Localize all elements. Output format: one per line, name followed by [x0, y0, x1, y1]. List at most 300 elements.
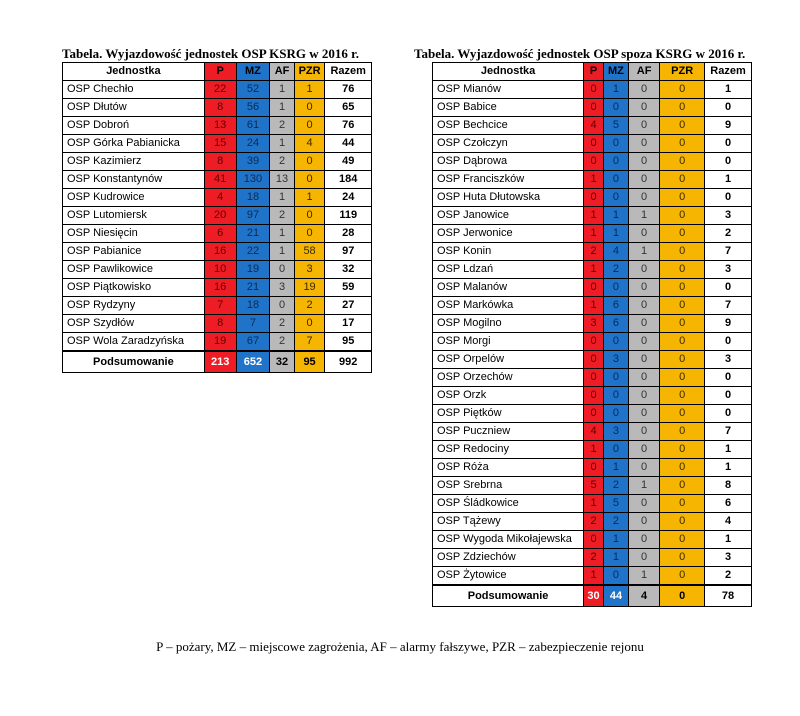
cell-pzr: 0 — [660, 153, 705, 171]
cell-razem: 1 — [705, 531, 752, 549]
cell-unit: OSP Konstantynów — [63, 171, 205, 189]
cell-p: 8 — [204, 315, 236, 333]
cell-razem: 1 — [705, 171, 752, 189]
right-table — [432, 62, 752, 607]
cell-unit: OSP Pabianice — [63, 243, 205, 261]
cell-unit: OSP Piętków — [433, 405, 584, 423]
cell-pzr: 19 — [294, 279, 325, 297]
cell-mz: 6 — [603, 315, 628, 333]
header-p: P — [204, 63, 236, 81]
left-table-title: Tabela. Wyjazdowość jednostek OSP KSRG w 2016 r. — [62, 46, 359, 61]
table-row — [433, 567, 752, 586]
cell-pzr: 0 — [660, 441, 705, 459]
cell-p: 41 — [204, 171, 236, 189]
cell-pzr: 0 — [660, 333, 705, 351]
table-row — [433, 441, 752, 459]
cell-razem: 27 — [325, 297, 372, 315]
cell-pzr: 0 — [660, 459, 705, 477]
cell-af: 0 — [628, 279, 659, 297]
cell-af: 1 — [270, 189, 294, 207]
cell-unit: OSP Tążewy — [433, 513, 584, 531]
cell-mz: 22 — [236, 243, 270, 261]
cell-af: 1 — [628, 567, 659, 586]
cell-unit: OSP Górka Pabianicka — [63, 135, 205, 153]
table-row — [63, 117, 372, 135]
cell-unit: OSP Orzk — [433, 387, 584, 405]
summary-unit: Podsumowanie — [433, 585, 584, 607]
cell-pzr: 0 — [660, 405, 705, 423]
cell-unit: OSP Konin — [433, 243, 584, 261]
cell-p: 20 — [204, 207, 236, 225]
cell-p: 1 — [584, 261, 604, 279]
cell-unit: OSP Zdziechów — [433, 549, 584, 567]
cell-mz: 52 — [236, 81, 270, 99]
cell-af: 0 — [628, 81, 659, 99]
cell-pzr: 0 — [660, 189, 705, 207]
table-row — [433, 387, 752, 405]
cell-unit: OSP Kazimierz — [63, 153, 205, 171]
cell-pzr: 0 — [660, 81, 705, 99]
cell-razem: 2 — [705, 225, 752, 243]
cell-af: 0 — [628, 369, 659, 387]
cell-p: 16 — [204, 279, 236, 297]
table-row — [63, 99, 372, 117]
cell-af: 0 — [628, 441, 659, 459]
header-unit: Jednostka — [63, 63, 205, 81]
cell-af: 0 — [628, 117, 659, 135]
cell-razem: 3 — [705, 207, 752, 225]
left-table — [62, 62, 372, 373]
cell-af: 2 — [270, 207, 294, 225]
cell-p: 10 — [204, 261, 236, 279]
cell-mz: 0 — [603, 189, 628, 207]
cell-p: 1 — [584, 171, 604, 189]
cell-razem: 1 — [705, 81, 752, 99]
summary-p: 30 — [584, 585, 604, 607]
cell-mz: 67 — [236, 333, 270, 352]
cell-p: 7 — [204, 297, 236, 315]
cell-p: 19 — [204, 333, 236, 352]
table-row — [433, 189, 752, 207]
cell-mz: 39 — [236, 153, 270, 171]
cell-p: 2 — [584, 549, 604, 567]
cell-razem: 4 — [705, 513, 752, 531]
cell-pzr: 1 — [294, 81, 325, 99]
cell-af: 0 — [628, 135, 659, 153]
table-row — [63, 297, 372, 315]
table-row — [433, 423, 752, 441]
table-row — [63, 261, 372, 279]
header-row — [433, 63, 752, 81]
cell-pzr: 3 — [294, 261, 325, 279]
cell-mz: 0 — [603, 405, 628, 423]
cell-p: 0 — [584, 81, 604, 99]
cell-unit: OSP Wola Zaradzyńska — [63, 333, 205, 352]
cell-pzr: 0 — [660, 315, 705, 333]
cell-af: 1 — [628, 243, 659, 261]
cell-razem: 3 — [705, 351, 752, 369]
cell-pzr: 0 — [660, 477, 705, 495]
cell-pzr: 0 — [294, 225, 325, 243]
table-row — [63, 81, 372, 99]
table-row — [63, 225, 372, 243]
cell-p: 0 — [584, 459, 604, 477]
table-row — [433, 495, 752, 513]
cell-unit: OSP Babice — [433, 99, 584, 117]
cell-af: 2 — [270, 315, 294, 333]
cell-razem: 0 — [705, 189, 752, 207]
cell-mz: 21 — [236, 225, 270, 243]
header-mz: MZ — [236, 63, 270, 81]
cell-unit: OSP Wygoda Mikołajewska — [433, 531, 584, 549]
cell-af: 2 — [270, 153, 294, 171]
cell-pzr: 0 — [660, 495, 705, 513]
cell-mz: 3 — [603, 423, 628, 441]
cell-unit: OSP Malanów — [433, 279, 584, 297]
table-row — [433, 207, 752, 225]
cell-af: 0 — [628, 387, 659, 405]
header-row — [63, 63, 372, 81]
cell-af: 13 — [270, 171, 294, 189]
cell-pzr: 4 — [294, 135, 325, 153]
cell-unit: OSP Żytowice — [433, 567, 584, 586]
cell-razem: 0 — [705, 369, 752, 387]
cell-mz: 19 — [236, 261, 270, 279]
cell-pzr: 0 — [294, 153, 325, 171]
cell-mz: 6 — [603, 297, 628, 315]
cell-p: 13 — [204, 117, 236, 135]
cell-mz: 3 — [603, 351, 628, 369]
cell-razem: 7 — [705, 243, 752, 261]
cell-mz: 0 — [603, 279, 628, 297]
cell-af: 1 — [270, 99, 294, 117]
cell-unit: OSP Śládkowice — [433, 495, 584, 513]
cell-mz: 5 — [603, 117, 628, 135]
cell-pzr: 0 — [660, 279, 705, 297]
cell-af: 0 — [628, 495, 659, 513]
cell-p: 4 — [584, 117, 604, 135]
cell-p: 0 — [584, 369, 604, 387]
cell-pzr: 0 — [294, 117, 325, 135]
table-row — [433, 459, 752, 477]
table-row — [63, 315, 372, 333]
cell-razem: 1 — [705, 459, 752, 477]
cell-mz: 2 — [603, 261, 628, 279]
table-row — [63, 243, 372, 261]
cell-p: 8 — [204, 99, 236, 117]
table-row — [63, 333, 372, 352]
cell-pzr: 0 — [660, 549, 705, 567]
cell-razem: 119 — [325, 207, 372, 225]
cell-p: 8 — [204, 153, 236, 171]
summary-razem: 992 — [325, 351, 372, 373]
cell-unit: OSP Chechło — [63, 81, 205, 99]
cell-pzr: 7 — [294, 333, 325, 352]
cell-razem: 7 — [705, 423, 752, 441]
header-razem: Razem — [705, 63, 752, 81]
cell-p: 0 — [584, 333, 604, 351]
cell-razem: 184 — [325, 171, 372, 189]
cell-p: 15 — [204, 135, 236, 153]
summary-af: 4 — [628, 585, 659, 607]
cell-af: 3 — [270, 279, 294, 297]
cell-razem: 0 — [705, 153, 752, 171]
cell-pzr: 0 — [660, 171, 705, 189]
cell-razem: 24 — [325, 189, 372, 207]
cell-unit: OSP Jerwonice — [433, 225, 584, 243]
summary-mz: 44 — [603, 585, 628, 607]
cell-af: 0 — [628, 297, 659, 315]
cell-unit: OSP Mianów — [433, 81, 584, 99]
table-row — [433, 81, 752, 99]
cell-p: 0 — [584, 387, 604, 405]
cell-p: 0 — [584, 135, 604, 153]
cell-unit: OSP Orzechów — [433, 369, 584, 387]
cell-af: 0 — [628, 261, 659, 279]
cell-pzr: 0 — [294, 315, 325, 333]
cell-unit: OSP Lutomiersk — [63, 207, 205, 225]
cell-pzr: 0 — [660, 99, 705, 117]
cell-razem: 3 — [705, 261, 752, 279]
summary-row — [63, 351, 372, 373]
cell-pzr: 0 — [660, 531, 705, 549]
cell-razem: 0 — [705, 279, 752, 297]
table-row — [63, 189, 372, 207]
header-pzr: PZR — [660, 63, 705, 81]
cell-unit: OSP Dąbrowa — [433, 153, 584, 171]
cell-p: 1 — [584, 567, 604, 586]
cell-af: 0 — [270, 297, 294, 315]
cell-p: 1 — [584, 297, 604, 315]
table-row — [433, 297, 752, 315]
cell-af: 2 — [270, 117, 294, 135]
cell-mz: 56 — [236, 99, 270, 117]
cell-af: 0 — [628, 189, 659, 207]
cell-unit: OSP Huta Dłutowska — [433, 189, 584, 207]
cell-mz: 0 — [603, 333, 628, 351]
cell-unit: OSP Srebrna — [433, 477, 584, 495]
cell-af: 1 — [628, 477, 659, 495]
header-af: AF — [270, 63, 294, 81]
header-razem: Razem — [325, 63, 372, 81]
table-row — [63, 279, 372, 297]
table-row — [433, 315, 752, 333]
right-table-title: Tabela. Wyjazdowość jednostek OSP spoza KSRG w 2016 r. — [414, 46, 746, 61]
cell-af: 0 — [628, 405, 659, 423]
cell-p: 3 — [584, 315, 604, 333]
cell-af: 0 — [628, 99, 659, 117]
cell-pzr: 0 — [660, 207, 705, 225]
cell-p: 0 — [584, 189, 604, 207]
cell-p: 0 — [584, 279, 604, 297]
cell-pzr: 0 — [660, 261, 705, 279]
cell-unit: OSP Piątkowisko — [63, 279, 205, 297]
cell-unit: OSP Róża — [433, 459, 584, 477]
table-row — [433, 279, 752, 297]
cell-pzr: 0 — [660, 387, 705, 405]
cell-razem: 0 — [705, 405, 752, 423]
cell-p: 4 — [584, 423, 604, 441]
cell-p: 22 — [204, 81, 236, 99]
cell-mz: 1 — [603, 531, 628, 549]
summary-pzr: 0 — [660, 585, 705, 607]
table-row — [433, 333, 752, 351]
cell-razem: 49 — [325, 153, 372, 171]
cell-af: 0 — [628, 531, 659, 549]
cell-unit: OSP Kudrowice — [63, 189, 205, 207]
header-mz: MZ — [603, 63, 628, 81]
cell-pzr: 0 — [660, 351, 705, 369]
cell-mz: 1 — [603, 549, 628, 567]
cell-razem: 0 — [705, 135, 752, 153]
cell-pzr: 0 — [660, 369, 705, 387]
cell-mz: 61 — [236, 117, 270, 135]
cell-p: 0 — [584, 531, 604, 549]
cell-unit: OSP Franciszków — [433, 171, 584, 189]
cell-p: 2 — [584, 513, 604, 531]
cell-razem: 65 — [325, 99, 372, 117]
cell-mz: 1 — [603, 81, 628, 99]
cell-mz: 18 — [236, 189, 270, 207]
cell-mz: 24 — [236, 135, 270, 153]
cell-unit: OSP Dobroń — [63, 117, 205, 135]
cell-af: 0 — [628, 171, 659, 189]
cell-af: 0 — [628, 351, 659, 369]
cell-pzr: 0 — [660, 117, 705, 135]
cell-p: 0 — [584, 405, 604, 423]
header-unit: Jednostka — [433, 63, 584, 81]
cell-unit: OSP Janowice — [433, 207, 584, 225]
cell-mz: 0 — [603, 153, 628, 171]
cell-p: 4 — [204, 189, 236, 207]
cell-af: 1 — [270, 135, 294, 153]
cell-pzr: 0 — [660, 513, 705, 531]
cell-mz: 0 — [603, 171, 628, 189]
cell-p: 6 — [204, 225, 236, 243]
table-row — [63, 207, 372, 225]
cell-razem: 95 — [325, 333, 372, 352]
cell-unit: OSP Dłutów — [63, 99, 205, 117]
cell-mz: 1 — [603, 459, 628, 477]
cell-pzr: 0 — [660, 567, 705, 586]
cell-pzr: 2 — [294, 297, 325, 315]
cell-razem: 7 — [705, 297, 752, 315]
legend-text: P – pożary, MZ – miejscowe zagrożenia, AF – alarmy fałszywe, PZR – zabezpieczenie rejonu — [156, 639, 644, 654]
cell-razem: 0 — [705, 99, 752, 117]
cell-mz: 97 — [236, 207, 270, 225]
summary-razem: 78 — [705, 585, 752, 607]
table-row — [433, 153, 752, 171]
cell-p: 5 — [584, 477, 604, 495]
cell-pzr: 58 — [294, 243, 325, 261]
cell-pzr: 0 — [660, 423, 705, 441]
cell-razem: 76 — [325, 117, 372, 135]
cell-pzr: 0 — [660, 297, 705, 315]
summary-p: 213 — [204, 351, 236, 373]
cell-unit: OSP Pawlikowice — [63, 261, 205, 279]
cell-mz: 0 — [603, 369, 628, 387]
cell-unit: OSP Redociny — [433, 441, 584, 459]
cell-mz: 1 — [603, 225, 628, 243]
cell-mz: 1 — [603, 207, 628, 225]
table-row — [433, 243, 752, 261]
cell-pzr: 0 — [660, 135, 705, 153]
table-row — [433, 261, 752, 279]
cell-unit: OSP Markówka — [433, 297, 584, 315]
cell-unit: OSP Szydłów — [63, 315, 205, 333]
cell-razem: 1 — [705, 441, 752, 459]
cell-mz: 4 — [603, 243, 628, 261]
cell-mz: 0 — [603, 99, 628, 117]
cell-pzr: 0 — [294, 99, 325, 117]
cell-mz: 18 — [236, 297, 270, 315]
cell-razem: 44 — [325, 135, 372, 153]
table-row — [63, 153, 372, 171]
cell-mz: 0 — [603, 387, 628, 405]
cell-af: 0 — [628, 513, 659, 531]
table-row — [433, 351, 752, 369]
header-p: P — [584, 63, 604, 81]
table-row — [433, 225, 752, 243]
cell-af: 1 — [270, 243, 294, 261]
cell-pzr: 1 — [294, 189, 325, 207]
cell-mz: 2 — [603, 477, 628, 495]
cell-razem: 9 — [705, 117, 752, 135]
cell-pzr: 0 — [660, 243, 705, 261]
cell-razem: 2 — [705, 567, 752, 586]
cell-razem: 3 — [705, 549, 752, 567]
cell-unit: OSP Rydzyny — [63, 297, 205, 315]
header-af: AF — [628, 63, 659, 81]
cell-af: 1 — [628, 207, 659, 225]
cell-af: 1 — [270, 81, 294, 99]
cell-pzr: 0 — [660, 225, 705, 243]
table-row — [433, 135, 752, 153]
cell-p: 0 — [584, 99, 604, 117]
cell-unit: OSP Mogilno — [433, 315, 584, 333]
cell-razem: 97 — [325, 243, 372, 261]
cell-pzr: 0 — [294, 207, 325, 225]
cell-af: 0 — [628, 549, 659, 567]
table-row — [433, 405, 752, 423]
cell-mz: 0 — [603, 135, 628, 153]
table-row — [433, 477, 752, 495]
cell-pzr: 0 — [294, 171, 325, 189]
summary-pzr: 95 — [294, 351, 325, 373]
table-row — [433, 513, 752, 531]
cell-mz: 0 — [603, 441, 628, 459]
cell-unit: OSP Bechcice — [433, 117, 584, 135]
cell-mz: 5 — [603, 495, 628, 513]
cell-razem: 0 — [705, 387, 752, 405]
cell-af: 0 — [628, 459, 659, 477]
cell-razem: 9 — [705, 315, 752, 333]
cell-p: 1 — [584, 441, 604, 459]
table-row — [433, 531, 752, 549]
cell-af: 0 — [628, 333, 659, 351]
cell-p: 16 — [204, 243, 236, 261]
header-pzr: PZR — [294, 63, 325, 81]
summary-unit: Podsumowanie — [63, 351, 205, 373]
cell-af: 0 — [628, 153, 659, 171]
summary-row — [433, 585, 752, 607]
cell-razem: 76 — [325, 81, 372, 99]
table-row — [433, 99, 752, 117]
cell-razem: 32 — [325, 261, 372, 279]
summary-af: 32 — [270, 351, 294, 373]
cell-razem: 6 — [705, 495, 752, 513]
summary-mz: 652 — [236, 351, 270, 373]
